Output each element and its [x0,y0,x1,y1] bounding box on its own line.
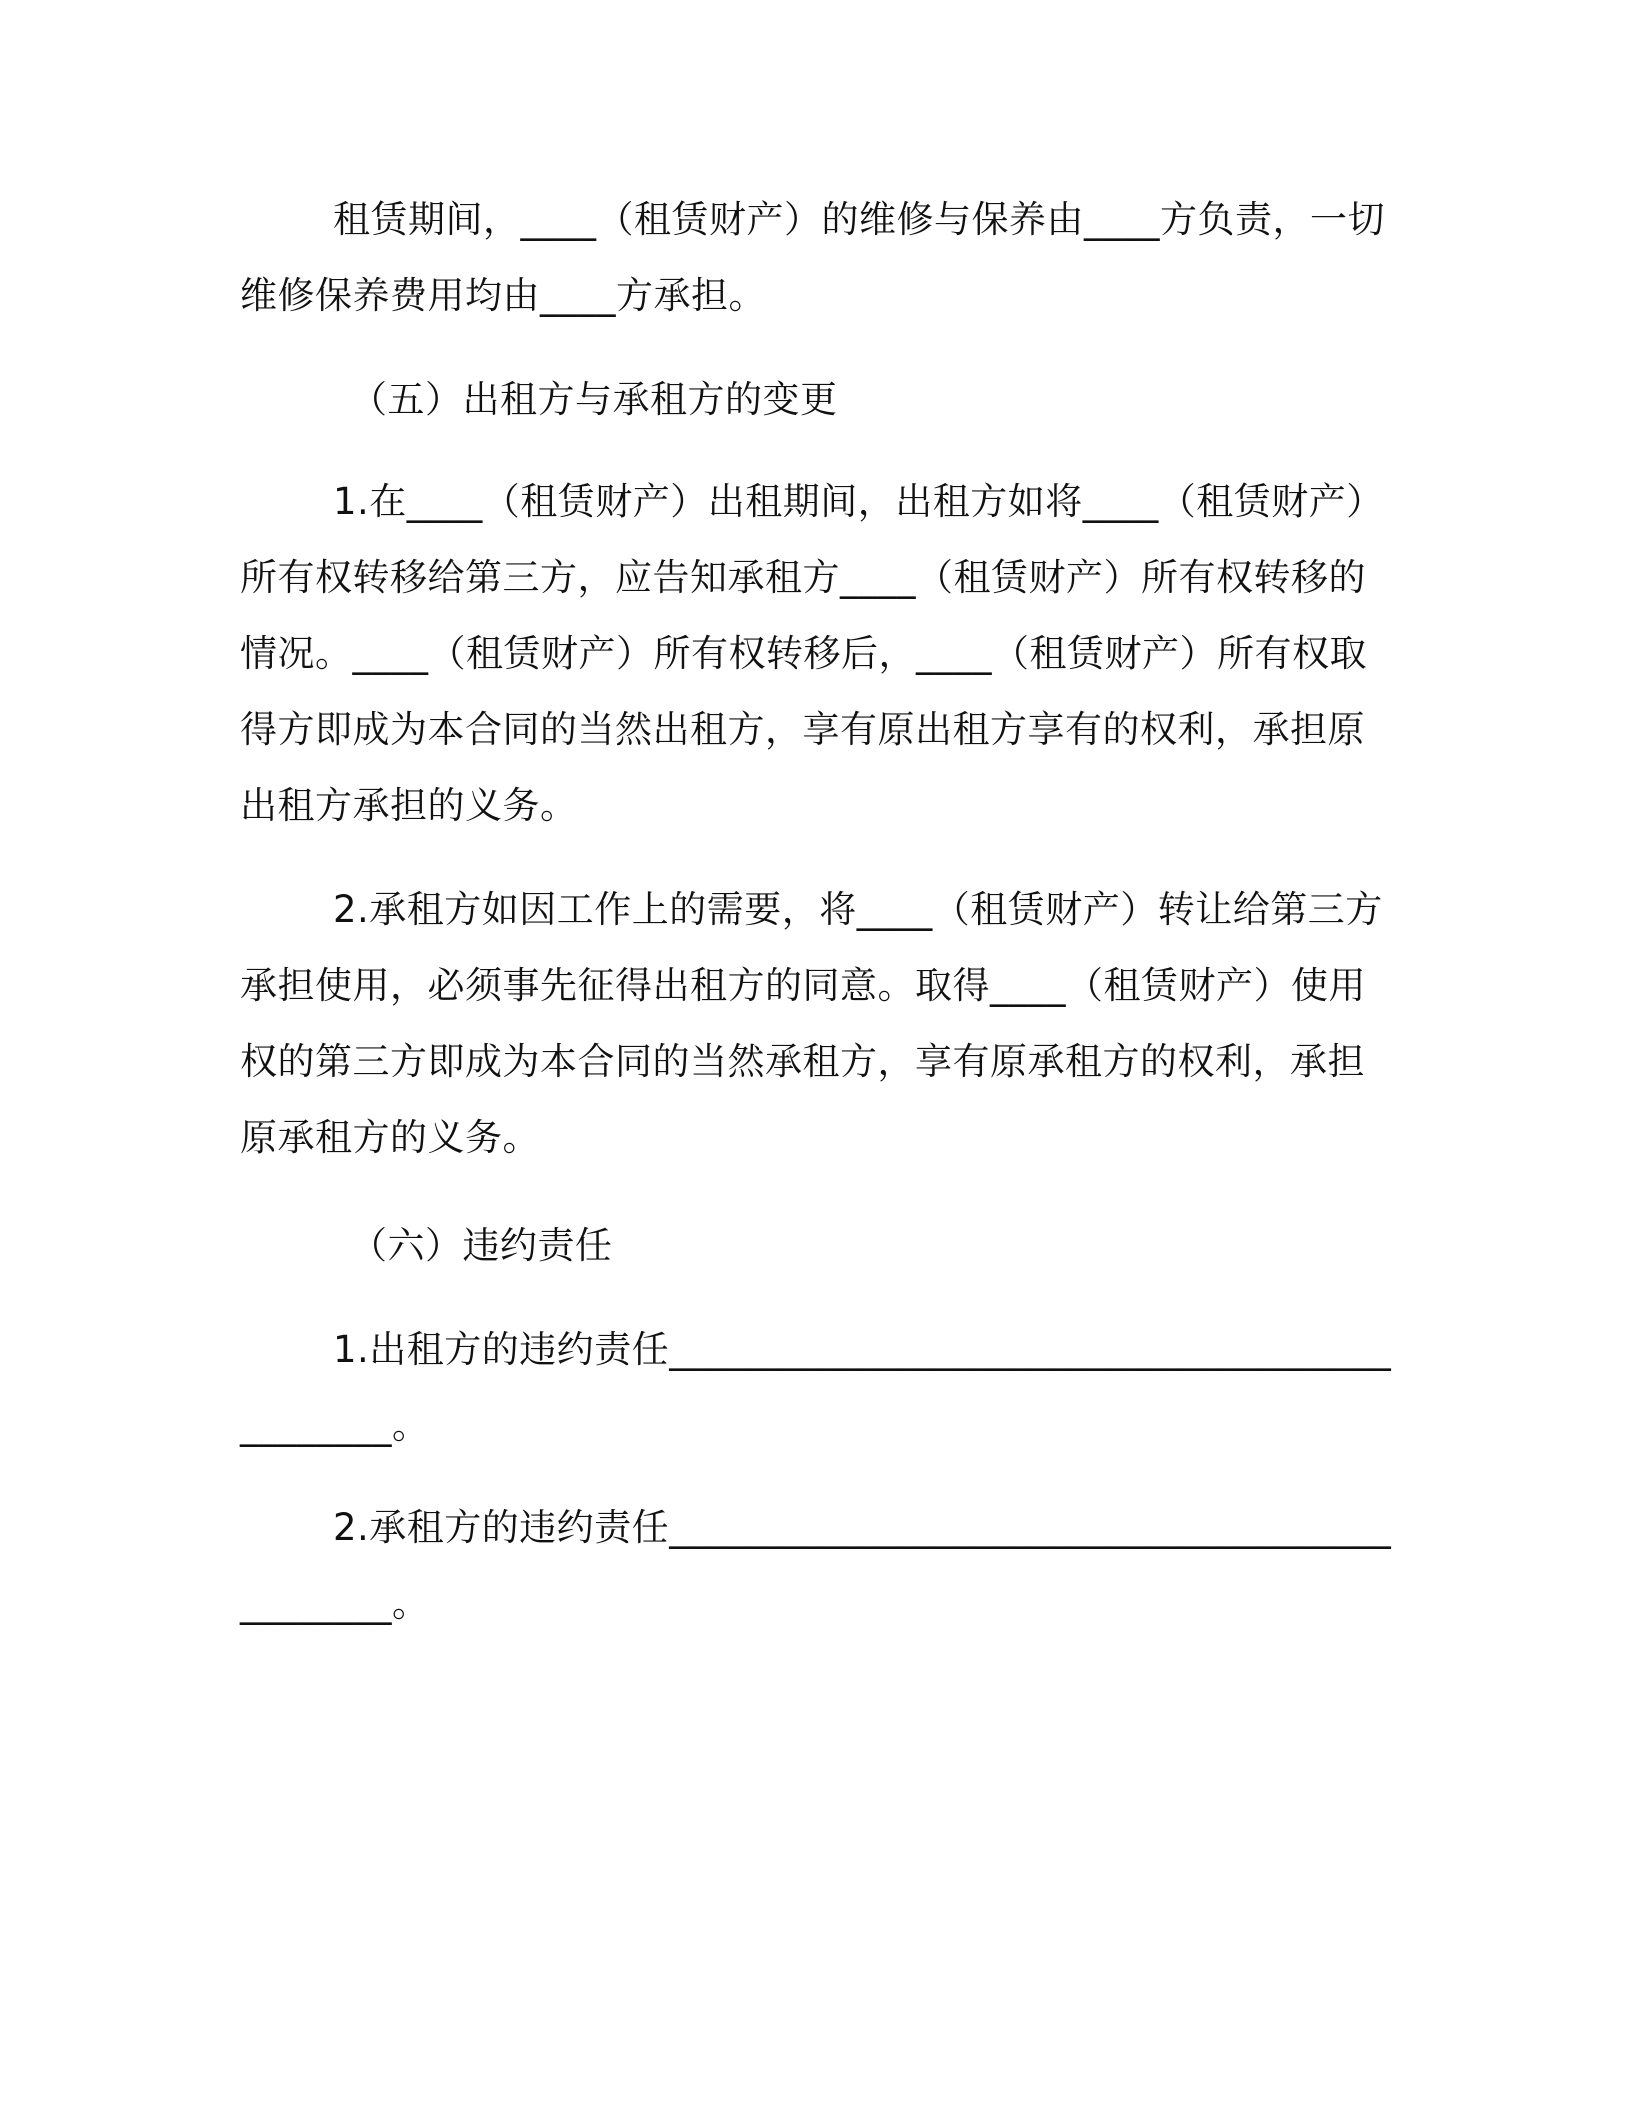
clause-1-line-4: 得方即成为本合同的当然出租方，享有原出租方享有的权利，承担原 [240,708,1365,751]
lessee-liability-line-1: 2.承租方的违约责任______________________________________ [333,1506,1392,1549]
clause-1-line-3: 情况。____（租赁财产）所有权转移后，____（租赁财产）所有权取 [240,632,1367,675]
lessor-liability-line-1: 1.出租方的违约责任______________________________________ [333,1328,1392,1371]
clause-1-line-5: 出租方承担的义务。 [240,784,578,827]
clause-2-line-2: 承担使用，必须事先征得出租方的同意。取得____（租赁财产）使用 [240,964,1366,1007]
lessee-liability-line-2: ________。 [240,1582,430,1625]
clause-1-line-2: 所有权转移给第三方，应告知承租方____（租赁财产）所有权转移的 [240,556,1366,599]
clause-2-line-4: 原承租方的义务。 [240,1116,540,1159]
lessor-liability-line-2: ________。 [240,1404,430,1447]
paragraph-maintenance-line-1: 租赁期间，____（租赁财产）的维修与保养由____方负责，一切 [333,198,1385,241]
clause-1-line-1: 1.在____（租赁财产）出租期间，出租方如将____（租赁财产） [333,480,1384,523]
section-heading-liability: （六）违约责任 [350,1224,613,1267]
section-heading-change-of-parties: （五）出租方与承租方的变更 [350,378,838,421]
paragraph-maintenance-line-2: 维修保养费用均由____方承担。 [240,274,766,317]
clause-2-line-1: 2.承租方如因工作上的需要，将____（租赁财产）转让给第三方 [333,888,1383,931]
clause-2-line-3: 权的第三方即成为本合同的当然承租方，享有原承租方的权利，承担 [240,1040,1365,1083]
